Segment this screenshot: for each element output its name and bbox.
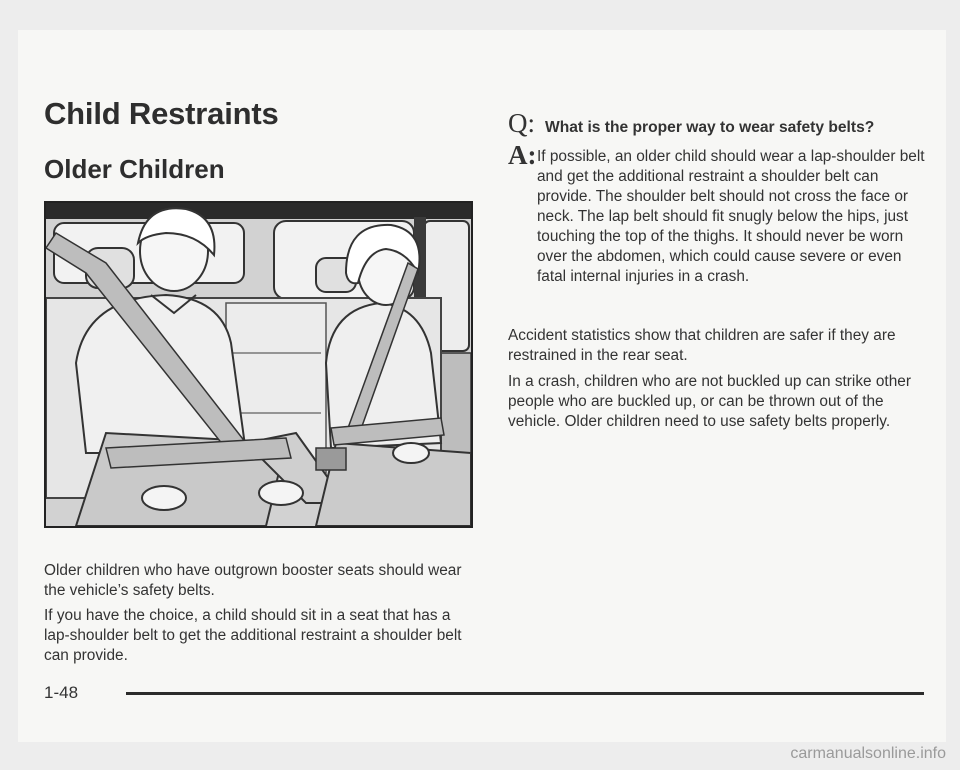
paragraph-seat-choice: If you have the choice, a child should sit in a seat that has a lap-shoulder belt to get the additional restraint a shoulder belt can provide. bbox=[44, 607, 462, 664]
paragraph-crash: In a crash, children who are not buckled up can strike other people who are buckled up, or can be thrown out of the vehicle. Older children need to use safety belts properly. bbox=[508, 373, 911, 430]
paragraph-accident-statistics: Accident statistics show that children are safer if they are restrained in the rear seat. bbox=[508, 327, 896, 364]
answer-text: If possible, an older child should wear a lap-shoulder belt and get the additional restraint a shoulder belt can provide. The shoulder belt should not cross the face or neck. The lap belt should fit snugly below the hips, just touching the top of the thighs. It should never be worn over the abdomen, which could cause severe or even fatal internal injuries in a crash. bbox=[537, 148, 925, 285]
illustration-svg bbox=[46, 203, 471, 526]
paragraph-booster: Older children who have outgrown booster seats should wear the vehicle’s safety belts. bbox=[44, 562, 462, 599]
question-letter: Q: bbox=[508, 108, 535, 138]
question-row bbox=[508, 108, 874, 139]
answer-letter: A: bbox=[508, 140, 537, 170]
site-watermark: carmanualsonline.info bbox=[790, 745, 946, 762]
page-number: 1-48 bbox=[44, 683, 79, 702]
children-seatbelt-illustration bbox=[44, 201, 473, 528]
section-subheading: Older Children bbox=[44, 154, 225, 184]
footer-rule bbox=[126, 692, 924, 695]
question-text: What is the proper way to wear safety belts? bbox=[545, 119, 875, 136]
page-heading: Child Restraints bbox=[44, 96, 279, 131]
